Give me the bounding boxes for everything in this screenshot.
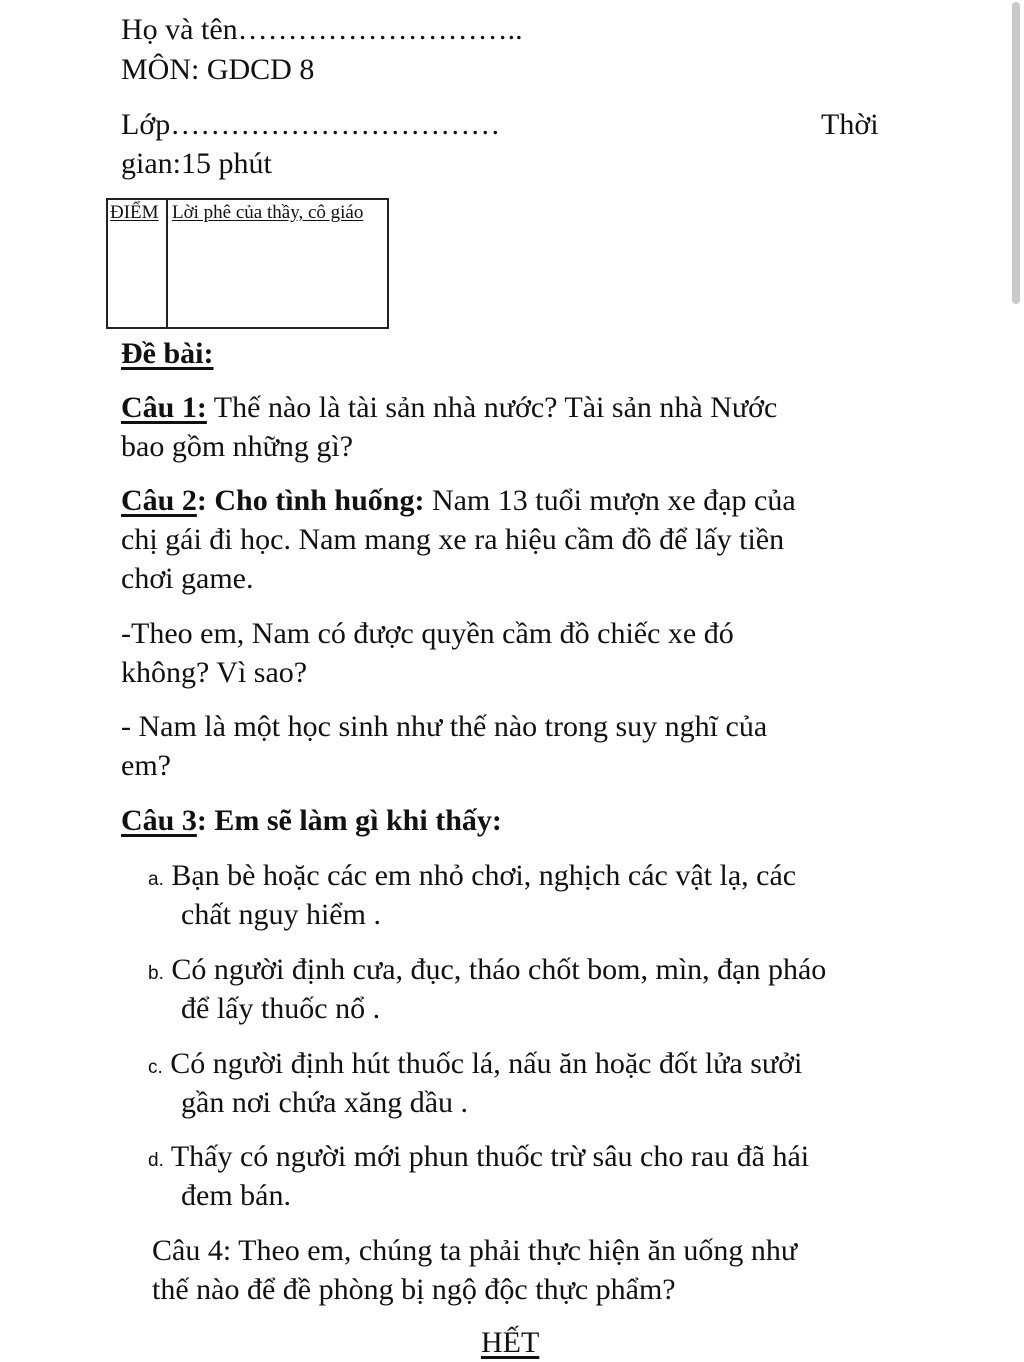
list-item — [148, 857, 796, 899]
list-item-continuation: gần nơi chứa xăng dầu . — [181, 1086, 469, 1119]
exam-title: Đề bài: — [121, 337, 214, 370]
score-header: ĐIỂM — [110, 202, 159, 223]
question-3-text: : Em sẽ làm gì khi thấy: — [196, 804, 502, 837]
time-value: gian:15 phút — [121, 147, 272, 180]
list-item-text: Có người định cưa, đục, tháo chốt bom, mìn, đạn pháo — [171, 953, 827, 986]
list-item-text: Có người định hút thuốc lá, nấu ăn hoặc đốt lửa sưởi — [170, 1047, 803, 1080]
question-4-line-1: Câu 4: Theo em, chúng ta phải thực hiện ăn uống như — [152, 1234, 798, 1267]
question-1-label: Câu 1: — [121, 391, 207, 424]
list-item-continuation: chất nguy hiểm . — [181, 898, 381, 931]
question-2-text: Nam 13 tuổi mượn xe đạp của — [424, 484, 796, 517]
question-2-line-1 — [121, 482, 796, 520]
question-3-label: Câu 3 — [121, 804, 197, 837]
question-1-line-1 — [121, 389, 777, 427]
comment-header: Lời phê của thầy, cô giáo — [172, 202, 364, 223]
list-marker: a. — [148, 869, 164, 890]
list-marker: c. — [148, 1057, 163, 1078]
list-item-continuation: để lấy thuốc nổ . — [181, 992, 381, 1025]
question-1-line-2: bao gồm những gì? — [121, 430, 354, 463]
end-marker: HẾT — [481, 1326, 540, 1359]
question-2-sub-2-line-1: - Nam là một học sinh như thế nào trong suy nghĩ của — [121, 710, 768, 743]
question-2-line-2: chị gái đi học. Nam mang xe ra hiệu cầm đồ để lấy tiền — [121, 523, 785, 556]
question-2-sub-1-line-1: -Theo em, Nam có được quyền cầm đồ chiếc xe đó — [121, 617, 734, 650]
subject-line: MÔN: GDCD 8 — [121, 53, 315, 86]
grade-box-divider — [166, 200, 168, 327]
question-2-label: Câu 2 — [121, 484, 197, 517]
question-2-line-3: chơi game. — [121, 562, 254, 595]
time-label: Thời — [821, 108, 879, 141]
list-marker: d. — [148, 1150, 164, 1171]
list-item-continuation: đem bán. — [181, 1179, 291, 1212]
list-item — [148, 951, 826, 993]
scrollbar-thumb[interactable] — [1012, 2, 1020, 304]
question-2-intro: : Cho tình huống: — [196, 484, 425, 517]
question-1-text: Thế nào là tài sản nhà nước? Tài sản nhà Nước — [206, 391, 778, 424]
list-item-text: Thấy có người mới phun thuốc trừ sâu cho rau đã hái — [170, 1140, 810, 1173]
question-4-line-2: thế nào để đề phòng bị ngộ độc thực phẩm? — [152, 1273, 676, 1306]
question-3-line — [121, 802, 502, 840]
grade-box — [106, 198, 389, 329]
list-marker: b. — [148, 963, 164, 984]
class-line: Lớp…………………………… — [121, 108, 501, 141]
list-item — [148, 1138, 809, 1180]
name-line: Họ và tên……………………….. — [121, 13, 523, 46]
question-2-sub-2-line-2: em? — [121, 749, 171, 782]
question-2-sub-1-line-2: không? Vì sao? — [121, 656, 308, 689]
list-item — [148, 1045, 802, 1087]
list-item-text: Bạn bè hoặc các em nhỏ chơi, nghịch các vật lạ, các — [171, 859, 797, 892]
